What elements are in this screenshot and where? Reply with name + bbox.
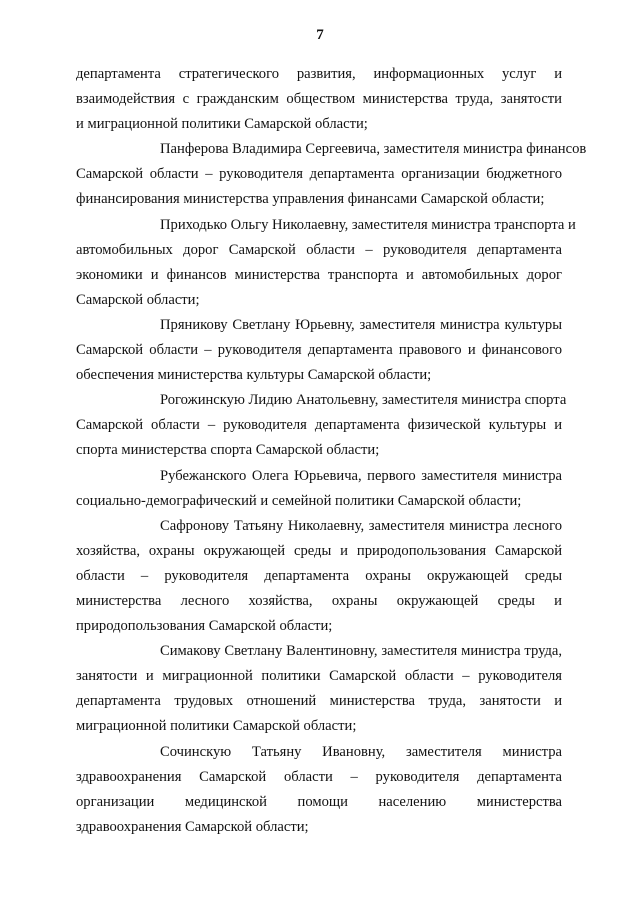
paragraph-rogozhinskaya [76,388,567,463]
text-line: автомобильных дорог Самарской области – руководителя департамента [76,241,562,258]
text-line: Самарской области; [76,291,200,308]
text-line: взаимодействия с гражданским обществом министерства труда, занятости [76,91,562,108]
text-line: области – руководителя департамента охраны окружающей среды [76,567,562,584]
text-line: обеспечения министерства культуры Самарской области; [76,367,432,384]
paragraph-safronova [76,514,562,639]
text-line: Рубежанского Олега Юрьевича, первого заместителя министра [160,467,562,484]
document-body [76,62,587,840]
paragraph-1 [76,62,562,137]
text-line: хозяйства, охраны окружающей среды и природопользования Самарской [76,542,563,559]
text-line: Самарской области – руководителя департамента правового и финансового [76,342,562,359]
text-line: миграционной политики Самарской области; [76,718,357,735]
paragraph-panferov [76,137,587,212]
text-line: Панферова Владимира Сергеевича, заместителя министра финансов [160,141,587,158]
text-line: финансирования министерства управления финансами Самарской области; [76,191,545,208]
paragraph-prikhodko [76,213,576,313]
text-line: природопользования Самарской области; [76,618,333,635]
text-line: здравоохранения Самарской области; [76,818,309,835]
text-line: спорта министерства спорта Самарской области; [76,442,380,459]
text-line: социально-демографический и семейной политики Самарской области; [76,492,522,509]
text-line: департамента стратегического развития, информационных услуг и [76,66,562,82]
paragraph-rubezhansky [76,464,562,514]
text-line: организации медицинской помощи населению министерства [76,793,563,810]
text-line: департамента трудовых отношений министерства труда, занятости и [76,693,562,710]
paragraph-pryanikova [76,313,562,388]
text-line: экономики и финансов министерства транспорта и автомобильных дорог [76,266,562,283]
text-line: Самарской области – руководителя департамента организации бюджетного [76,166,563,183]
text-line: здравоохранения Самарской области – руководителя департамента [76,768,562,785]
text-line: занятости и миграционной политики Самарской области – руководителя [76,668,562,685]
page-number: 7 [316,27,324,43]
text-line: Рогожинскую Лидию Анатольевну, заместителя министра спорта [160,392,567,409]
text-line: Сафронову Татьяну Николаевну, заместителя министра лесного [160,517,563,534]
text-line: министерства лесного хозяйства, охраны окружающей среды и [76,592,562,609]
text-line: Самарской области – руководителя департамента физической культуры и [76,417,563,434]
text-line: Приходько Ольгу Николаевну, заместителя министра транспорта и [160,216,576,233]
paragraph-simakova [76,639,562,739]
paragraph-sochinskaya [76,740,562,840]
text-line: Сочинскую Татьяну Ивановну, заместителя министра [160,743,562,760]
text-line: Пряникову Светлану Юрьевну, заместителя министра культуры [160,316,562,333]
text-line: и миграционной политики Самарской области; [76,116,368,133]
text-line: Симакову Светлану Валентиновну, заместителя министра труда, [160,643,563,660]
